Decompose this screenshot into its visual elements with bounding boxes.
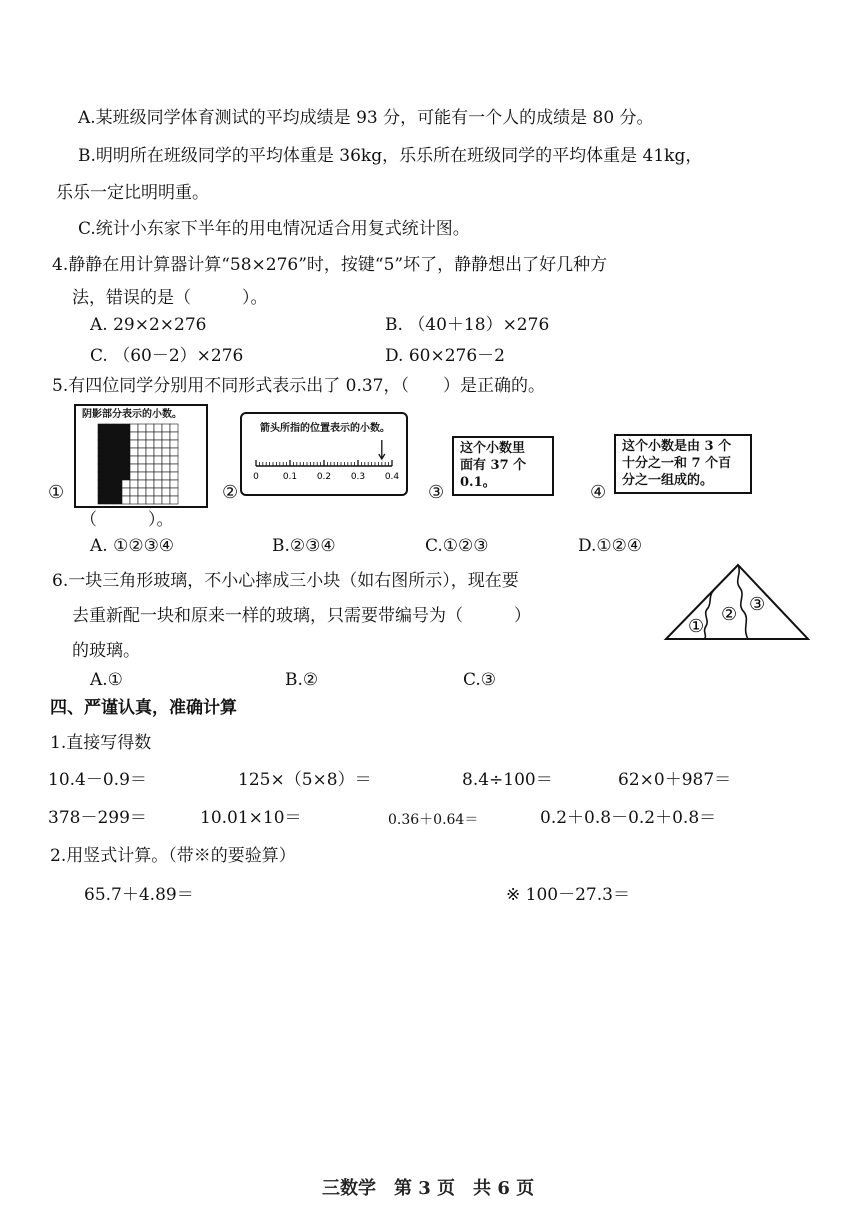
q5-figure4-number: ④ xyxy=(590,482,607,503)
grid-cell xyxy=(170,456,178,464)
q5-figure2-number: ② xyxy=(222,482,239,503)
grid-cell xyxy=(154,440,162,448)
grid-cell xyxy=(106,424,114,432)
calc-row2-item4: 0.2＋0.8－0.2＋0.8＝ xyxy=(540,808,717,828)
q5-option-a: A. ①②③④ xyxy=(90,536,175,556)
q5-figure3-box xyxy=(452,436,554,496)
grid-cell xyxy=(106,472,114,480)
grid-cell xyxy=(122,456,130,464)
q5-figure2-caption: 箭头所指的位置表示的小数。 xyxy=(260,423,390,434)
grid-cell xyxy=(106,480,114,488)
grid-cell xyxy=(162,432,170,440)
page-footer: 三数学 第 3 页 共 6 页 xyxy=(322,1178,535,1199)
q5-option-c: C.①②③ xyxy=(425,536,489,556)
grid-cell xyxy=(106,432,114,440)
grid-cell xyxy=(98,480,106,488)
q4-stem-line1: 4.静静在用计算器计算“58×276”时，按键“5”坏了，静静想出了好几种方 xyxy=(52,255,608,275)
grid-cell xyxy=(170,464,178,472)
grid-cell xyxy=(146,456,154,464)
grid-cell xyxy=(114,464,122,472)
q6-option-b: B.② xyxy=(285,670,319,690)
grid-cell xyxy=(98,432,106,440)
grid-cell xyxy=(138,472,146,480)
q5-figure3-line2: 面有 37 个 xyxy=(460,458,527,473)
grid-cell xyxy=(114,424,122,432)
piece-3-label: ③ xyxy=(749,594,766,615)
q4-stem-line2: 法，错误的是（ ）。 xyxy=(72,288,268,308)
grid-cell xyxy=(162,480,170,488)
grid-cell xyxy=(122,424,130,432)
calc-row1-item3: 8.4÷100＝ xyxy=(462,770,553,790)
calc-row2-item2: 10.01×10＝ xyxy=(200,808,302,828)
number-line xyxy=(250,438,400,488)
grid-cell xyxy=(122,488,130,496)
grid-cell xyxy=(138,480,146,488)
q6-option-a: A.① xyxy=(90,670,123,690)
grid-cell xyxy=(146,480,154,488)
grid-cell xyxy=(170,440,178,448)
grid-cell xyxy=(122,480,130,488)
grid-cell xyxy=(146,448,154,456)
grid-cell xyxy=(170,488,178,496)
q5-figure3-line1: 这个小数里 xyxy=(460,441,526,456)
tick-label: 0.4 xyxy=(384,472,400,482)
grid-cell xyxy=(114,496,122,504)
grid-cell xyxy=(130,424,138,432)
grid-cell xyxy=(114,488,122,496)
tick-label: 0.1 xyxy=(282,472,298,482)
grid-cell xyxy=(154,472,162,480)
grid-cell xyxy=(122,432,130,440)
q5-answer-blank: （ ）。 xyxy=(80,510,174,530)
grid-cell xyxy=(130,432,138,440)
q4-option-a: A. 29×2×276 xyxy=(90,315,207,335)
grid-cell xyxy=(98,456,106,464)
grid-cell xyxy=(138,448,146,456)
grid-cell xyxy=(162,488,170,496)
grid-cell xyxy=(170,472,178,480)
grid-cell xyxy=(114,440,122,448)
grid-cell xyxy=(162,424,170,432)
grid-cell xyxy=(162,472,170,480)
q6-stem-line2: 去重新配一块和原来一样的玻璃，只需要带编号为（ ） xyxy=(72,606,531,626)
grid-cell xyxy=(162,456,170,464)
calc-row2-item1: 378－299＝ xyxy=(48,808,147,828)
grid-cell xyxy=(146,464,154,472)
q5-figure4-line1: 这个小数是由 3 个 xyxy=(622,439,732,454)
grid-cell xyxy=(98,472,106,480)
section4-title: 四、严谨认真，准确计算 xyxy=(50,698,237,718)
piece-1-label: ① xyxy=(688,616,705,637)
grid-cell xyxy=(138,456,146,464)
q5-stem: 5.有四位同学分别用不同形式表示出了 0.37，（ ）是正确的。 xyxy=(52,376,545,396)
tick-label: 0.2 xyxy=(316,472,332,482)
part2-title: 2.用竖式计算。（带※的要验算） xyxy=(50,846,296,866)
piece-2-label: ② xyxy=(721,604,738,625)
q5-figure3-number: ③ xyxy=(428,482,445,503)
grid-cell xyxy=(170,480,178,488)
grid-cell xyxy=(122,448,130,456)
calc-row1-item4: 62×0＋987＝ xyxy=(618,770,732,790)
grid-cell xyxy=(114,480,122,488)
grid-cell xyxy=(130,440,138,448)
q6-stem-line1: 6.一块三角形玻璃，不小心摔成三小块（如右图所示），现在要 xyxy=(52,571,519,591)
grid-cell xyxy=(146,424,154,432)
crack-line-2 xyxy=(738,565,748,639)
grid-cell xyxy=(122,464,130,472)
grid-cell xyxy=(154,488,162,496)
grid-cell xyxy=(130,480,138,488)
q6-option-c: C.③ xyxy=(463,670,497,690)
grid-cell xyxy=(162,448,170,456)
grid-cell xyxy=(154,432,162,440)
grid-cell xyxy=(154,448,162,456)
grid-cell xyxy=(122,472,130,480)
grid-cell xyxy=(170,496,178,504)
grid-cell xyxy=(114,456,122,464)
q5-figure1-number: ① xyxy=(48,482,65,503)
grid-cell xyxy=(114,432,122,440)
q3-option-b-line2: 乐乐一定比明明重。 xyxy=(56,183,209,203)
grid-cell xyxy=(122,496,130,504)
grid-cell xyxy=(106,456,114,464)
q6-stem-line3: 的玻璃。 xyxy=(72,641,140,661)
grid-cell xyxy=(138,424,146,432)
q4-option-b: B. （40＋18）×276 xyxy=(385,315,550,335)
vertical-calc-1: 65.7＋4.89＝ xyxy=(84,885,194,905)
grid-cell xyxy=(138,488,146,496)
part1-title: 1.直接写得数 xyxy=(50,733,152,753)
q5-figure3-line3: 0.1。 xyxy=(460,475,496,490)
grid-cell xyxy=(138,496,146,504)
q3-option-b-line1: B.明明所在班级同学的平均体重是 36kg，乐乐所在班级同学的平均体重是 41kg， xyxy=(78,146,703,166)
q4-option-c: C. （60－2）×276 xyxy=(90,346,244,366)
grid-cell xyxy=(154,456,162,464)
tick-label: 0.3 xyxy=(350,472,366,482)
q3-option-a: A.某班级同学体育测试的平均成绩是 93 分，可能有一个人的成绩是 80 分。 xyxy=(78,108,654,128)
grid-cell xyxy=(106,488,114,496)
calc-row1-item2: 125×（5×8）＝ xyxy=(238,770,372,790)
grid-cell xyxy=(114,448,122,456)
calc-row1-item1: 10.4－0.9＝ xyxy=(48,770,147,790)
grid-cell xyxy=(154,464,162,472)
grid-cell xyxy=(106,496,114,504)
q5-figure4-line2: 十分之一和 7 个百 xyxy=(622,456,732,471)
grid-cell xyxy=(170,448,178,456)
grid-cell xyxy=(98,488,106,496)
grid-cell xyxy=(146,496,154,504)
grid-cell xyxy=(106,440,114,448)
grid-cell xyxy=(162,464,170,472)
q5-figure1-box xyxy=(74,404,208,508)
grid-cell xyxy=(130,488,138,496)
calc-row2-item3: 0.36＋0.64＝ xyxy=(388,812,479,828)
hundred-grid xyxy=(98,424,178,504)
q3-option-c: C.统计小东家下半年的用电情况适合用复式统计图。 xyxy=(78,219,470,239)
grid-cell xyxy=(146,472,154,480)
grid-cell xyxy=(98,464,106,472)
arrow-pointer xyxy=(379,440,385,459)
grid-cell xyxy=(114,472,122,480)
broken-triangle-figure xyxy=(662,562,812,642)
grid-cell xyxy=(162,496,170,504)
grid-cell xyxy=(170,424,178,432)
q5-figure2-box xyxy=(240,412,408,496)
grid-cell xyxy=(138,464,146,472)
grid-cell xyxy=(130,448,138,456)
grid-cell xyxy=(154,496,162,504)
grid-cell xyxy=(98,448,106,456)
grid-cell xyxy=(130,464,138,472)
grid-cell xyxy=(98,496,106,504)
q5-figure4-line3: 分之一组成的。 xyxy=(622,473,714,488)
grid-cell xyxy=(146,432,154,440)
tick-label: 0 xyxy=(253,472,259,482)
grid-cell xyxy=(106,448,114,456)
q5-figure1-caption: 阴影部分表示的小数。 xyxy=(82,409,182,420)
vertical-calc-2: ※ 100－27.3＝ xyxy=(506,885,630,905)
grid-cell xyxy=(170,432,178,440)
grid-cell xyxy=(162,440,170,448)
q5-option-d: D.①②④ xyxy=(578,536,643,556)
grid-cell xyxy=(98,424,106,432)
q4-option-d: D. 60×276－2 xyxy=(385,346,505,366)
q5-figure4-box xyxy=(614,434,752,494)
grid-cell xyxy=(154,480,162,488)
q5-option-b: B.②③④ xyxy=(272,536,336,556)
grid-cell xyxy=(106,464,114,472)
grid-cell xyxy=(146,440,154,448)
grid-cell xyxy=(138,440,146,448)
grid-cell xyxy=(146,488,154,496)
grid-cell xyxy=(130,456,138,464)
grid-cell xyxy=(130,472,138,480)
grid-cell xyxy=(138,432,146,440)
grid-cell xyxy=(130,496,138,504)
grid-cell xyxy=(122,440,130,448)
grid-cell xyxy=(98,440,106,448)
grid-cell xyxy=(154,424,162,432)
